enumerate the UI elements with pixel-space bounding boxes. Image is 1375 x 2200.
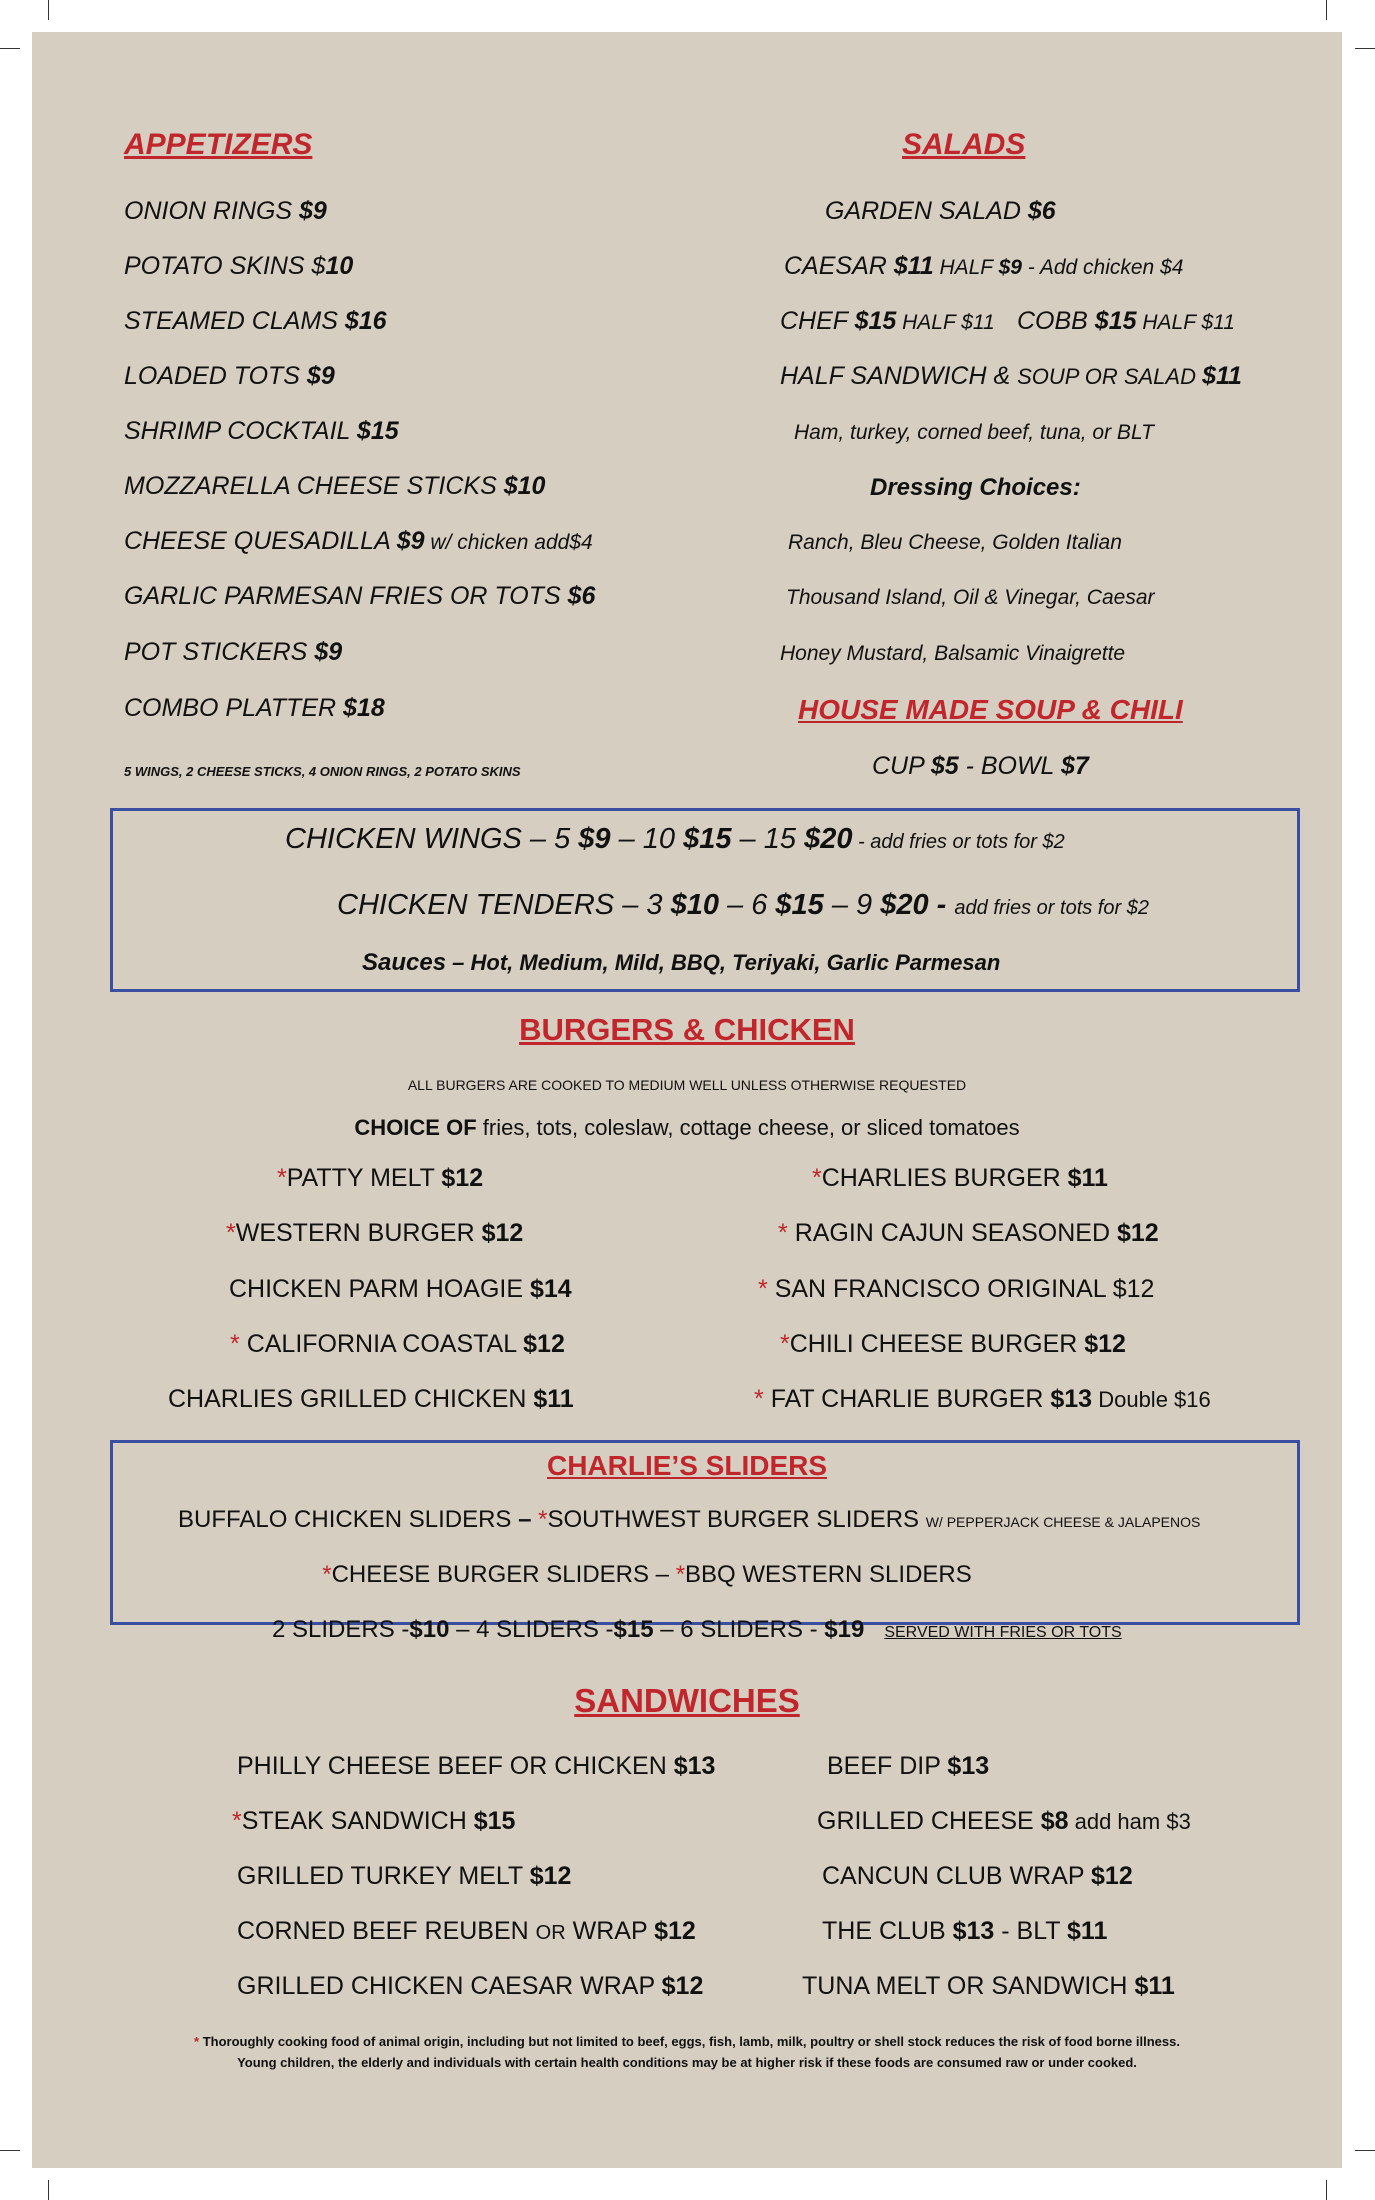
crop-mark — [48, 0, 49, 20]
crop-mark — [0, 48, 20, 49]
burger-item: * SAN FRANCISCO ORIGINAL $12 — [758, 1275, 1155, 1303]
soup-heading: HOUSE MADE SOUP & CHILI — [798, 694, 1183, 725]
burger-item: *CHARLIES BURGER $11 — [812, 1164, 1108, 1192]
combo-platter-note: 5 WINGS, 2 CHEESE STICKS, 4 ONION RINGS, 2 POTATO SKINS — [124, 764, 521, 779]
sandwich-item: BEEF DIP $13 — [827, 1752, 990, 1780]
sandwich-item: TUNA MELT OR SANDWICH $11 — [802, 1972, 1175, 2000]
soup-prices: CUP $5 - BOWL $7 — [872, 752, 1089, 780]
appetizer-item: COMBO PLATTER $18 — [124, 694, 385, 722]
sliders-line-3: 2 SLIDERS -$10 – 4 SLIDERS -$15 – 6 SLIDERS - $19 SERVED WITH FRIES OR TOTS — [272, 1616, 1122, 1643]
burger-item: * FAT CHARLIE BURGER $13 Double $16 — [754, 1385, 1211, 1413]
appetizer-item: POTATO SKINS $10 — [124, 252, 354, 280]
appetizer-item: CHEESE QUESADILLA $9 w/ chicken add$4 — [124, 527, 593, 555]
salad-item-half-sandwich: HALF SANDWICH & SOUP OR SALAD $11 — [780, 362, 1242, 390]
sandwich-item: PHILLY CHEESE BEEF OR CHICKEN $13 — [237, 1752, 716, 1780]
crop-mark — [48, 2180, 49, 2200]
sandwiches-heading: SANDWICHES — [574, 1682, 800, 1719]
sliders-line-2: *CHEESE BURGER SLIDERS – *BBQ WESTERN SLIDERS — [322, 1561, 972, 1588]
disclaimer-line-2: Young children, the elderly and individuals with certain health conditions may be at higher risk if these foods are consumed raw or under cooked. — [237, 2055, 1137, 2070]
sauces-line: Sauces – Hot, Medium, Mild, BBQ, Teriyaki, Garlic Parmesan — [362, 949, 1001, 976]
sandwich-item: *STEAK SANDWICH $15 — [232, 1807, 516, 1835]
appetizer-item: MOZZARELLA CHEESE STICKS $10 — [124, 472, 546, 500]
crop-mark — [1355, 48, 1375, 49]
burgers-heading: BURGERS & CHICKEN — [519, 1012, 855, 1047]
menu-page — [32, 32, 1342, 2168]
sandwich-item: GRILLED CHICKEN CAESAR WRAP $12 — [237, 1972, 704, 2000]
sliders-heading: CHARLIE’S SLIDERS — [546, 1450, 828, 1481]
salad-item-chef: CHEF $15 HALF $11 — [780, 307, 995, 335]
sandwich-item: CORNED BEEF REUBEN OR WRAP $12 — [237, 1917, 696, 1945]
appetizer-item: GARLIC PARMESAN FRIES OR TOTS $6 — [124, 582, 596, 610]
appetizer-item: SHRIMP COCKTAIL $15 — [124, 417, 399, 445]
dressing-title: Dressing Choices: — [870, 474, 1081, 501]
sandwich-item: CANCUN CLUB WRAP $12 — [822, 1862, 1133, 1890]
sandwich-choices: Ham, turkey, corned beef, tuna, or BLT — [794, 421, 1154, 444]
appetizer-item: STEAMED CLAMS $16 — [124, 307, 387, 335]
sandwich-item: GRILLED CHEESE $8 add ham $3 — [817, 1807, 1191, 1835]
burger-item: *CHILI CHEESE BURGER $12 — [780, 1330, 1126, 1358]
sandwich-item: GRILLED TURKEY MELT $12 — [237, 1862, 572, 1890]
burger-item: CHARLIES GRILLED CHICKEN $11 — [168, 1385, 574, 1413]
chicken-tenders-line: CHICKEN TENDERS – 3 $10 – 6 $15 – 9 $20 - add fries or tots for $2 — [337, 889, 1149, 921]
crop-mark — [1355, 2150, 1375, 2151]
burgers-cooking-note: ALL BURGERS ARE COOKED TO MEDIUM WELL UNLESS OTHERWISE REQUESTED — [407, 1077, 967, 1093]
crop-mark — [1326, 0, 1327, 20]
burgers-choice-line: CHOICE OF fries, tots, coleslaw, cottage cheese, or sliced tomatoes — [354, 1115, 1020, 1140]
dressing-line: Thousand Island, Oil & Vinegar, Caesar — [786, 586, 1155, 609]
sandwich-item: THE CLUB $13 - BLT $11 — [822, 1917, 1108, 1945]
appetizer-item: ONION RINGS $9 — [124, 197, 327, 225]
dressing-line: Ranch, Bleu Cheese, Golden Italian — [788, 531, 1122, 554]
sliders-line-1: BUFFALO CHICKEN SLIDERS – *SOUTHWEST BURGER SLIDERS W/ PEPPERJACK CHEESE & JALAPENOS — [178, 1506, 1201, 1533]
burger-item: * RAGIN CAJUN SEASONED $12 — [778, 1219, 1159, 1247]
burger-item: * CALIFORNIA COASTAL $12 — [230, 1330, 565, 1358]
disclaimer-line-1: * Thoroughly cooking food of animal origin, including but not limited to beef, eggs, fish, lamb, milk, poultry or shell stock reduces the risk of food borne illness. — [194, 2034, 1180, 2049]
crop-mark — [0, 2150, 20, 2151]
appetizer-item: LOADED TOTS $9 — [124, 362, 335, 390]
salad-item-cobb: COBB $15 HALF $11 — [1017, 307, 1235, 335]
crop-mark — [1326, 2180, 1327, 2200]
chicken-wings-line: CHICKEN WINGS – 5 $9 – 10 $15 – 15 $20 - add fries or tots for $2 — [285, 823, 1065, 855]
burger-item: *PATTY MELT $12 — [277, 1164, 484, 1192]
burger-item: *WESTERN BURGER $12 — [226, 1219, 524, 1247]
dressing-line: Honey Mustard, Balsamic Vinaigrette — [780, 642, 1126, 665]
salad-item-caesar: CAESAR $11 HALF $9 - Add chicken $4 — [784, 252, 1184, 280]
salads-heading: SALADS — [902, 128, 1026, 161]
appetizer-item: POT STICKERS $9 — [124, 638, 343, 666]
salad-item-garden: GARDEN SALAD $6 — [825, 197, 1056, 225]
burger-item: CHICKEN PARM HOAGIE $14 — [229, 1275, 572, 1303]
appetizers-heading: APPETIZERS — [124, 128, 313, 161]
